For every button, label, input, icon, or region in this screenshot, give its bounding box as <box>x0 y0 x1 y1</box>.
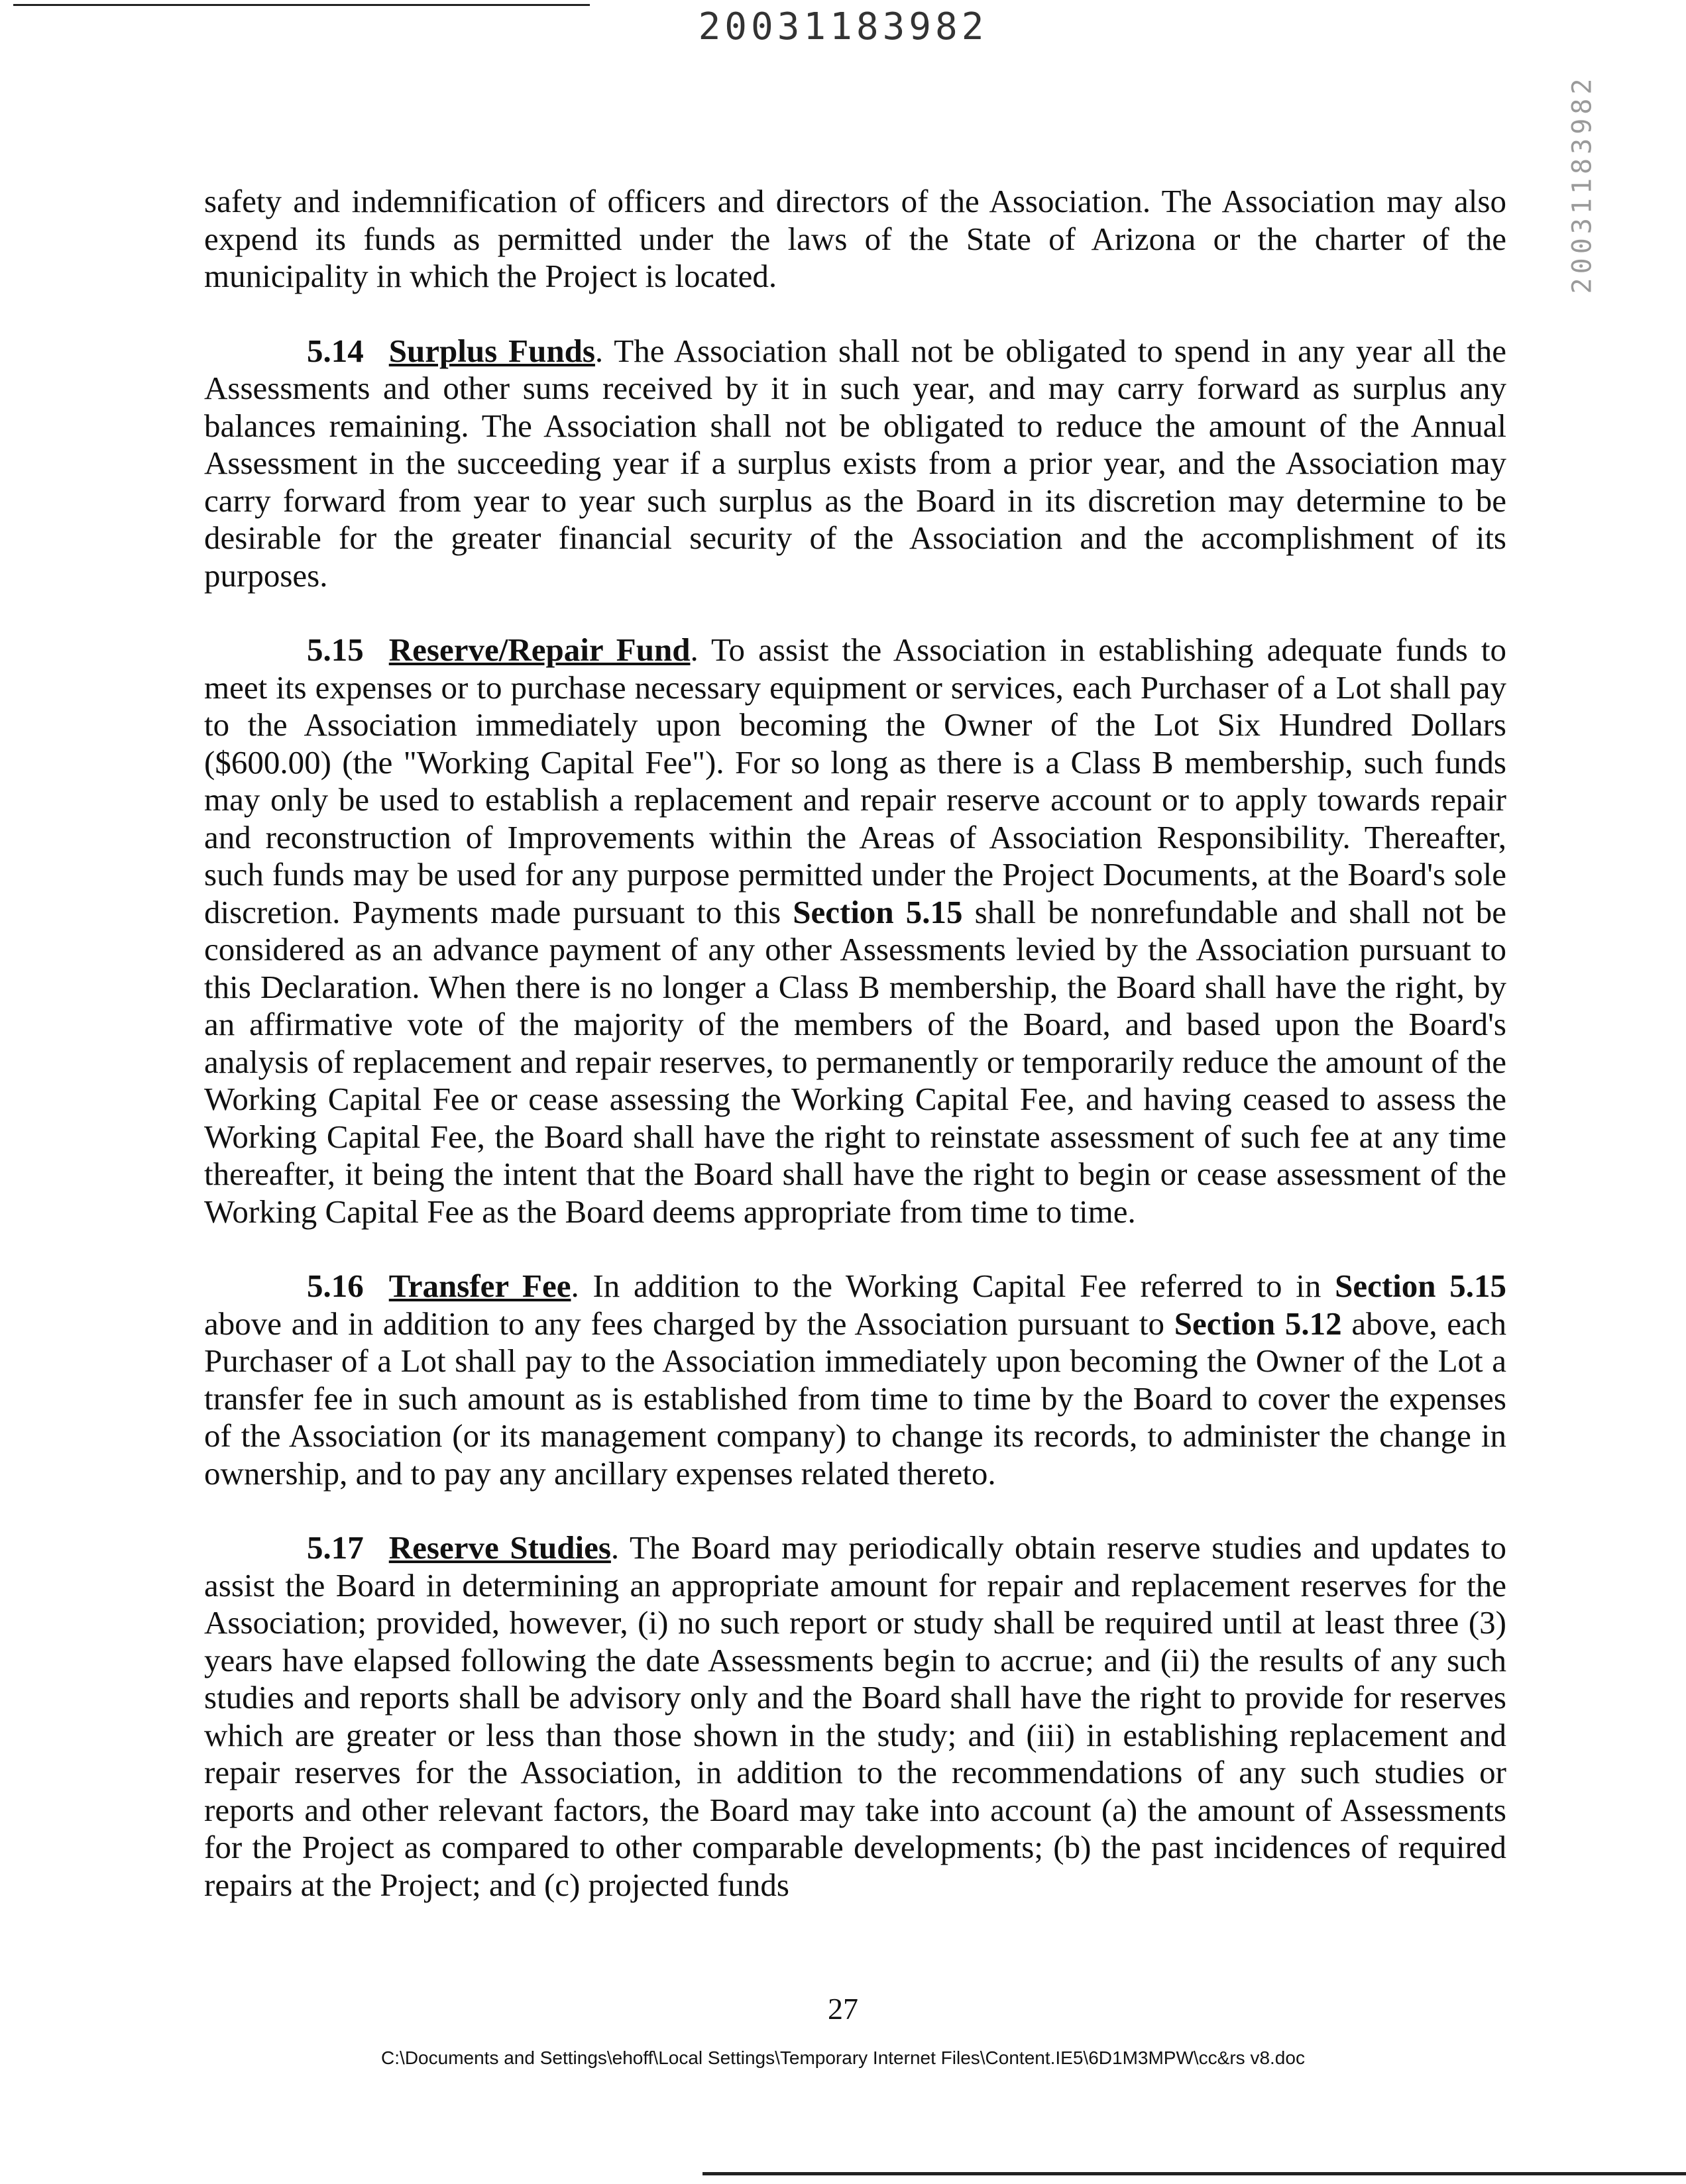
section-text: . The Association shall not be obligated to spend in any year all the Assessments and other sums received by it in such year, and may carry forward as surplus any balances remaining. The Association shall not be obligated to reduce the amount of the Annual Assessment in the succeeding year if a surplus exists from a prior year, and the Association may carry forward from year to year such surplus as the Board in its discretion may determine to be desirable for the greater financial security of the Association and the accomplishment of its purposes. <box>204 332 1506 594</box>
side-stamp <box>1565 74 1599 294</box>
section-number: 5.15 <box>307 631 364 668</box>
section-number: 5.16 <box>307 1268 364 1304</box>
section-5-14 <box>204 333 1506 595</box>
section-number: 5.14 <box>307 332 364 369</box>
section-text: . In addition to the Working Capital Fee referred to in <box>571 1268 1321 1304</box>
section-text: . The Board may periodically obtain reserve studies and updates to assist the Board in determining an appropriate amount for repair and replacement reserves for the Association; provided, however, (i) no such report or study shall be required until at least three (3) years have elapsed following the date Assessments begin to accrue; and (ii) the results of any such studies and reports shall be advisory only and the Board shall have the right to provide for reserves which are greater or less than those shown in the study; and (iii) in establishing replacement and repair reserves for the Association, in addition to the recommendations of any such studies or reports and other relevant factors, the Board may take into account (a) the amount of Assessments for the Project as compared to other comparable developments; (b) the past incidences of required repairs at the Project; and (c) projected funds <box>204 1529 1506 1903</box>
page-number: 27 <box>828 1992 858 2026</box>
section-text: above, each Purchaser of a Lot shall pay to the Association immediately upon becoming the Owner of the Lot a transfer fee in such amount as is established from time to time by the Board to cover the expenses of the Association (or its management company) to change its records, to administer the change in ownership, and to pay any ancillary expenses related thereto. <box>204 1305 1507 1492</box>
section-title: Transfer Fee <box>388 1268 571 1304</box>
section-text: . To assist the Association in establishing adequate funds to meet its expenses or to purchase necessary equipment or services, each Purchaser of a Lot shall pay to the Association immediately upon becoming the Owner of the Lot Six Hundred Dollars ($600.00) (the "Working Capital Fee"). For so long as there is a Class B membership, such funds may only be used to establish a replacement and repair reserve account or to apply towards repair and reconstruction of Improvements within the Areas of Association Responsibility. Thereafter, such funds may be used for any purpose permitted under the Project Documents, at the Board's sole discretion. Payments made pursuant to this <box>204 631 1507 930</box>
section-5-15 <box>204 631 1506 1230</box>
section-reference: Section 5.15 <box>793 893 963 930</box>
section-title: Surplus Funds <box>388 332 595 369</box>
side-stamp-text: 20031183982 <box>1567 74 1597 294</box>
section-5-16 <box>204 1268 1506 1492</box>
file-path: C:\Documents and Settings\ehoff\Local Settings\Temporary Internet Files\Content.IE5\6D1M3MPW\cc&rs v8.doc <box>381 2048 1305 2068</box>
section-reference: Section 5.15 <box>1335 1268 1506 1304</box>
paragraph-continuation: safety and indemnification of officers and directors of the Association. The Association may also expend its funds as permitted under the laws of the State of Arizona or the charter of the municipality in which the Project is located. <box>204 183 1506 294</box>
section-title: Reserve Studies <box>388 1529 611 1566</box>
section-number: 5.17 <box>307 1529 364 1566</box>
section-5-17 <box>204 1529 1506 1904</box>
bottom-rule <box>702 2172 1686 2175</box>
document-number: 20031183982 <box>698 5 988 48</box>
section-text: shall be nonrefundable and shall not be considered as an advance payment of any other Assessments levied by the Association pursuant to this Declaration. When there is no longer a Class B membership, the Board shall have the right, by an affirmative vote of the majority of the members of the Board, and based upon the Board's analysis of replacement and repair reserves, to permanently or temporarily reduce the amount of the Working Capital Fee or cease assessing the Working Capital Fee, and having ceased to assess the Working Capital Fee, the Board shall have the right to reinstate assessment of such fee at any time thereafter, it being the intent that the Board shall have the right to begin or cease assessment of the Working Capital Fee as the Board deems appropriate from time to time. <box>204 893 1506 1230</box>
section-reference: Section 5.12 <box>1174 1305 1342 1342</box>
section-text: above and in addition to any fees charged by the Association pursuant to <box>204 1305 1165 1342</box>
section-title: Reserve/Repair Fund <box>388 631 691 668</box>
document-body <box>204 183 1506 1941</box>
